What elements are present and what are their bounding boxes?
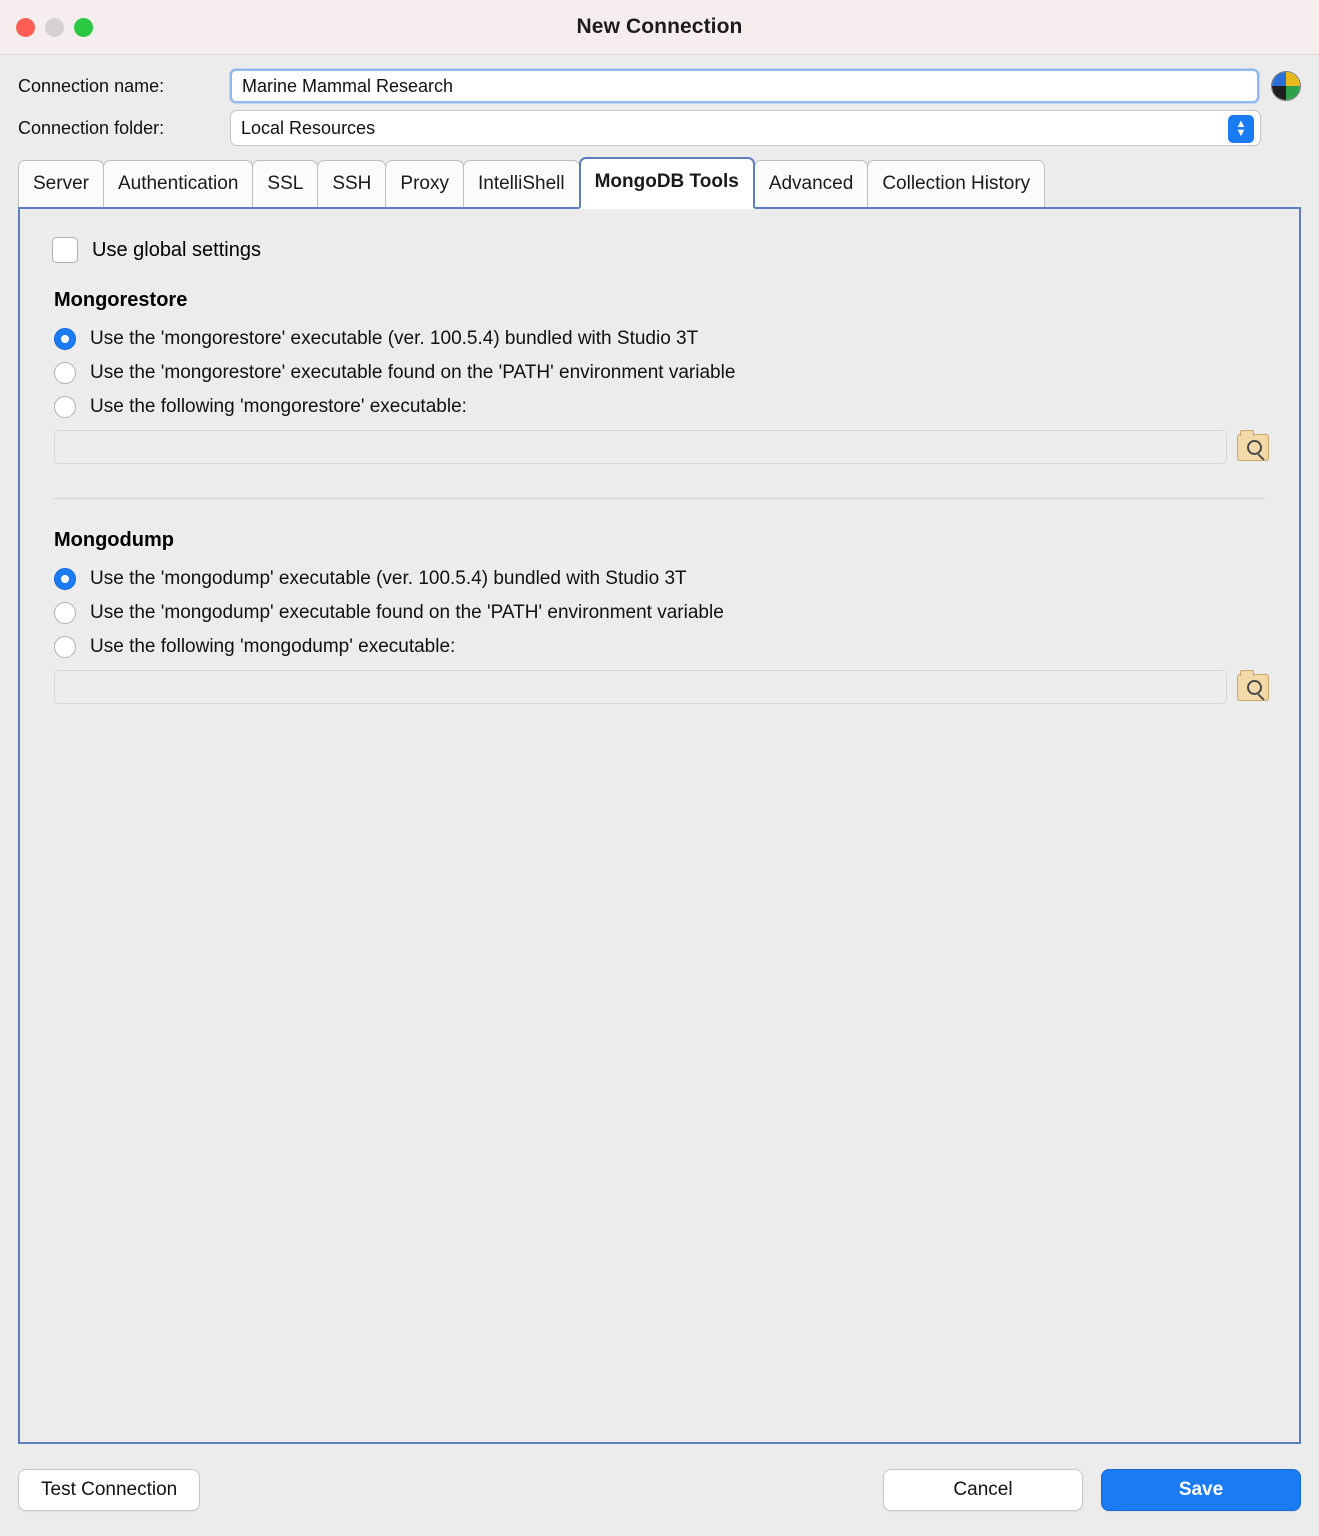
connection-name-input[interactable] <box>230 69 1259 103</box>
mongodump-option-path[interactable] <box>54 602 1271 624</box>
connection-color-icon[interactable] <box>1271 71 1301 101</box>
mongorestore-section-title: Mongorestore <box>54 289 188 311</box>
tab-bar <box>18 157 1301 207</box>
mongorestore-option-path-label: Use the 'mongorestore' executable found on the 'PATH' environment variable <box>90 362 736 383</box>
mongodump-path-input[interactable] <box>54 670 1227 704</box>
close-window-button[interactable] <box>16 18 35 37</box>
mongorestore-option-bundled[interactable] <box>54 328 1271 350</box>
mongodb-tools-panel <box>18 207 1301 1444</box>
mongodump-option-bundled[interactable] <box>54 568 1271 590</box>
use-global-settings-checkbox[interactable] <box>52 237 78 263</box>
tab-authentication[interactable]: Authentication <box>103 160 253 207</box>
radio-icon[interactable] <box>54 328 76 350</box>
mongodump-option-path-label: Use the 'mongodump' executable found on the 'PATH' environment variable <box>90 602 724 623</box>
section-divider <box>54 498 1265 499</box>
use-global-settings-label: Use global settings <box>92 238 261 261</box>
folder-search-icon <box>1237 674 1269 701</box>
minimize-window-button[interactable] <box>45 18 64 37</box>
radio-icon[interactable] <box>54 602 76 624</box>
mongorestore-option-custom[interactable] <box>54 396 1271 418</box>
tabs-container <box>0 149 1319 207</box>
tab-proxy[interactable]: Proxy <box>385 160 464 207</box>
tab-advanced[interactable]: Advanced <box>754 160 869 207</box>
mongodump-browse-button[interactable] <box>1237 670 1271 704</box>
window-title: New Connection <box>576 15 743 38</box>
connection-name-label: Connection name: <box>18 75 165 96</box>
radio-icon[interactable] <box>54 396 76 418</box>
connection-folder-value: Local Resources <box>241 117 376 138</box>
use-global-settings-row[interactable] <box>52 237 1271 263</box>
window-titlebar <box>0 0 1319 55</box>
tab-ssl[interactable]: SSL <box>252 160 318 207</box>
radio-icon[interactable] <box>54 568 76 590</box>
connection-folder-select[interactable] <box>230 110 1261 146</box>
tab-collection-history[interactable]: Collection History <box>867 160 1045 207</box>
mongorestore-option-bundled-label: Use the 'mongorestore' executable (ver. 100.5.4) bundled with Studio 3T <box>90 328 699 349</box>
tab-server[interactable]: Server <box>18 160 104 207</box>
tab-mongodb-tools[interactable]: MongoDB Tools <box>579 157 755 209</box>
connection-name-row <box>0 65 1319 107</box>
zoom-window-button[interactable] <box>74 18 93 37</box>
connection-folder-label: Connection folder: <box>18 117 165 138</box>
tab-intellishell[interactable]: IntelliShell <box>463 160 580 207</box>
radio-icon[interactable] <box>54 362 76 384</box>
mongorestore-option-custom-label: Use the following 'mongorestore' executable: <box>90 396 467 417</box>
cancel-button[interactable]: Cancel <box>883 1469 1083 1511</box>
chevron-updown-icon[interactable]: ▲ ▼ <box>1228 115 1254 143</box>
mongodump-option-custom-label: Use the following 'mongodump' executable: <box>90 636 456 657</box>
tab-ssh[interactable]: SSH <box>317 160 386 207</box>
mongodump-path-row <box>54 670 1271 704</box>
mongorestore-option-path[interactable] <box>54 362 1271 384</box>
window-controls <box>16 18 93 37</box>
connection-folder-row <box>0 107 1319 149</box>
mongodump-option-custom[interactable] <box>54 636 1271 658</box>
mongodump-option-bundled-label: Use the 'mongodump' executable (ver. 100.5.4) bundled with Studio 3T <box>90 568 687 589</box>
mongorestore-path-input[interactable] <box>54 430 1227 464</box>
mongorestore-browse-button[interactable] <box>1237 430 1271 464</box>
save-button[interactable]: Save <box>1101 1469 1301 1511</box>
dialog-footer <box>0 1444 1319 1536</box>
radio-icon[interactable] <box>54 636 76 658</box>
folder-search-icon <box>1237 434 1269 461</box>
mongorestore-path-row <box>54 430 1271 464</box>
mongodump-section-title: Mongodump <box>54 529 174 551</box>
test-connection-button[interactable]: Test Connection <box>18 1469 200 1511</box>
